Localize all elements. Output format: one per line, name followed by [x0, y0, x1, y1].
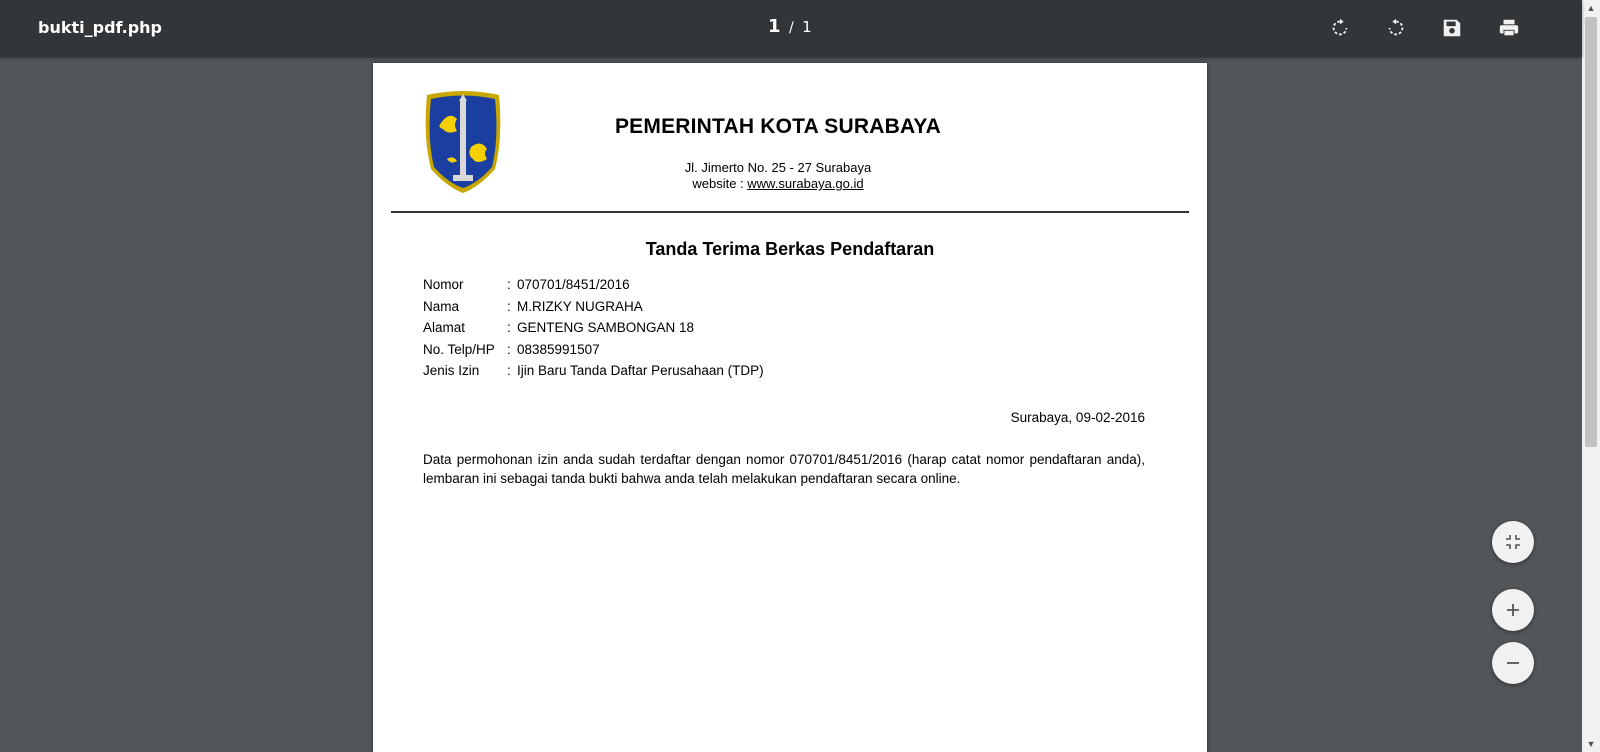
save-icon: [1441, 17, 1463, 39]
zoom-out-icon: [1503, 653, 1523, 673]
place-date: Surabaya, 09-02-2016: [1010, 410, 1145, 425]
field-label: Nama: [423, 298, 460, 314]
field-label: Nomor: [423, 277, 464, 293]
field-label: Alamat: [423, 320, 466, 336]
field-colon: :: [507, 298, 511, 314]
vertical-scrollbar[interactable]: [1582, 0, 1600, 752]
field-label: No. Telp/HP: [423, 341, 495, 357]
total-pages: 1: [802, 18, 812, 36]
fit-to-page-icon: [1503, 532, 1523, 552]
field-value: 070701/8451/2016: [517, 277, 630, 293]
org-address: Jl. Jimerto No. 25 - 27 Surabaya: [684, 160, 872, 175]
scroll-down-arrow-icon[interactable]: ▼: [1586, 739, 1596, 749]
current-page-input[interactable]: 1: [768, 16, 781, 37]
field-colon: :: [507, 320, 511, 336]
rotate-counterclockwise-icon: [1385, 17, 1407, 39]
document-title: bukti_pdf.php: [38, 18, 162, 37]
scroll-thumb[interactable]: [1585, 17, 1597, 447]
registration-fields: [423, 274, 764, 382]
pdf-viewer[interactable]: [0, 57, 1582, 752]
save-button[interactable]: [1438, 14, 1466, 42]
zoom-in-button[interactable]: [1492, 589, 1534, 631]
field-value: M.RIZKY NUGRAHA: [517, 298, 643, 314]
field-row-alamat: [423, 317, 764, 339]
rotate-counterclockwise-button[interactable]: [1382, 14, 1410, 42]
header-divider: [391, 211, 1189, 213]
document-heading: Tanda Terima Berkas Pendaftaran: [645, 239, 935, 259]
field-row-jenis-izin: [423, 360, 764, 382]
field-colon: :: [507, 363, 511, 379]
surabaya-crest-icon: [423, 89, 503, 193]
pdf-toolbar: [0, 0, 1582, 57]
page-indicator: [768, 16, 812, 37]
org-website: [533, 176, 1023, 191]
website-label: website :: [692, 176, 748, 191]
field-colon: :: [507, 341, 511, 357]
fit-to-page-button[interactable]: [1492, 521, 1534, 563]
field-value: GENTENG SAMBONGAN 18: [517, 320, 695, 336]
field-row-telp: [423, 339, 764, 361]
scroll-up-arrow-icon[interactable]: ▲: [1586, 3, 1596, 13]
page-separator: /: [788, 20, 794, 36]
field-row-nama: [423, 296, 764, 318]
pdf-page: [373, 63, 1207, 752]
website-link[interactable]: www.surabaya.go.id: [747, 176, 864, 191]
field-value: 08385991507: [517, 341, 600, 357]
field-label: Jenis Izin: [423, 363, 480, 379]
org-name: PEMERINTAH KOTA SURABAYA: [614, 115, 942, 138]
field-value: Ijin Baru Tanda Daftar Perusahaan (TDP): [517, 363, 764, 379]
zoom-out-button[interactable]: [1492, 642, 1534, 684]
body-paragraph: Data permohonan izin anda sudah terdaftar dengan nomor 070701/8451/2016 (harap catat nomor pendaftaran anda), lembaran ini sebagai tanda bukti bahwa anda telah melakukan pendaftaran secara online.: [423, 452, 1145, 486]
rotate-clockwise-button[interactable]: [1326, 14, 1354, 42]
print-icon: [1498, 17, 1520, 39]
field-row-nomor: [423, 274, 764, 296]
field-colon: :: [507, 277, 511, 293]
rotate-clockwise-icon: [1329, 17, 1351, 39]
print-button[interactable]: [1495, 14, 1523, 42]
zoom-in-icon: [1503, 600, 1523, 620]
